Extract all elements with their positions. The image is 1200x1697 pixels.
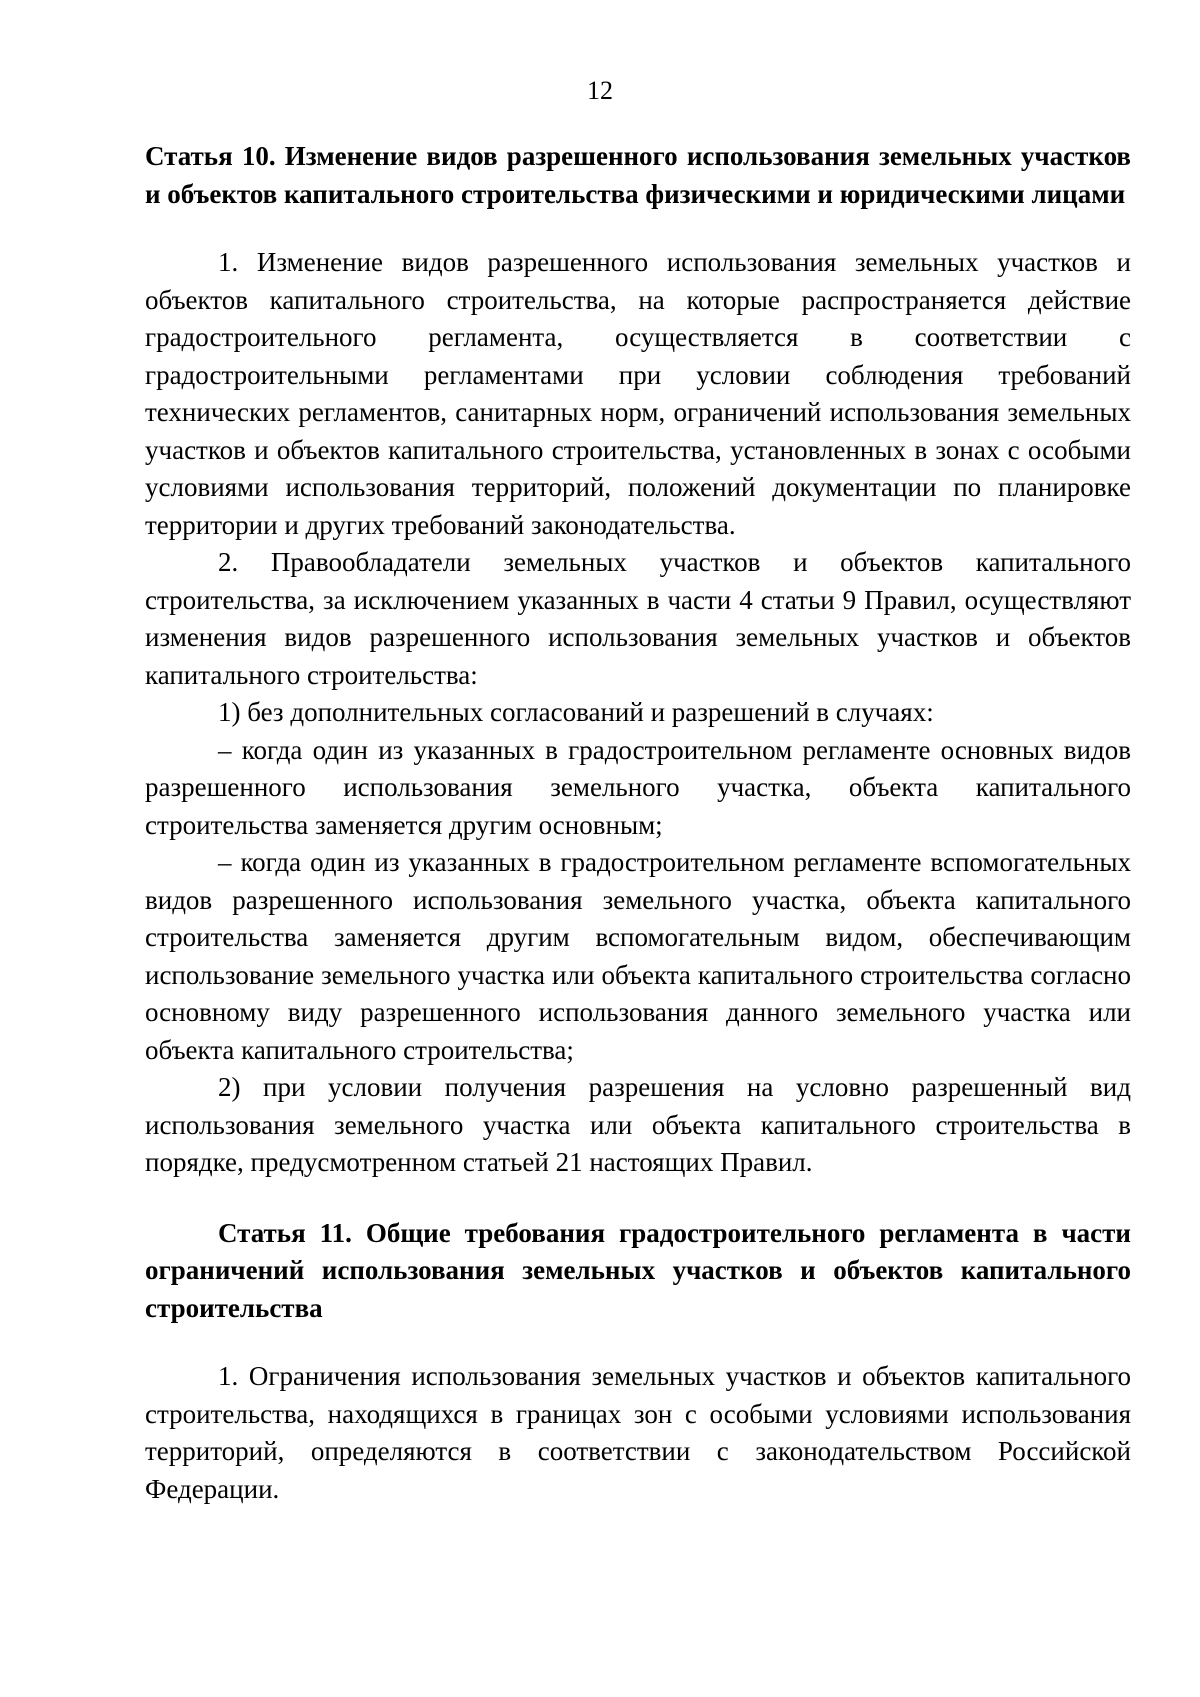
article-10-paragraph-2: 2. Правообладатели земельных участков и объектов капитального строительства, за исключением указанных в части 4 статьи 9 Правил, осуществляют изменения видов разрешенного использования земельных участков и объектов капитального строительства: xyxy=(145,547,1131,690)
article-10-item-1: 1) без дополнительных согласований и разрешений в случаях: xyxy=(218,697,934,727)
article-11-heading: Статья 11. Общие требования градостроительного регламента в части ограничений использования земельных участков и объектов капитального строительства xyxy=(145,1217,1131,1323)
article-11-paragraph-1: 1. Ограничения использования земельных участков и объектов капитального строительства, находящихся в границах зон с особыми условиями использования территорий, определяются в соответствии с законодательством Российской Федерации. xyxy=(145,1361,1131,1504)
article-10-item-2: 2) при условии получения разрешения на условно разрешенный вид использования земельного участка или объекта капитального строительства в порядке, предусмотренном статьей 21 настоящих Правил. xyxy=(145,1072,1131,1177)
article-11 xyxy=(145,1215,1131,1509)
article-10-heading: Статья 10. Изменение видов разрешенного использования земельных участков и объектов капитального строительства физическими и юридическими лицами xyxy=(145,141,1131,209)
article-10-paragraph-1: 1. Изменение видов разрешенного использования земельных участков и объектов капитального строительства, на которые распространяется действие градостроительного регламента, осуществляется в соответствии с градостроительными регламентами при условии соблюдения требований технических регламентов, санитарных норм, ограничений использования земельных участков и объектов капитального строительства, установленных в зонах с особыми условиями использования территорий, положений документации по планировке территории и других требований законодательства. xyxy=(145,247,1131,540)
article-10 xyxy=(145,138,1131,1182)
spacer xyxy=(145,213,1131,244)
spacer xyxy=(145,1327,1131,1358)
article-10-dash-item-2: – когда один из указанных в градостроительном регламенте вспомогательных видов разрешенного использования земельного участка, объекта капитального строительства заменяется другим вспомогательным видом, обеспечивающим использование земельного участка или объекта капитального строительства согласно основному виду разрешенного использования данного земельного участка или объекта капитального строительства; xyxy=(145,847,1131,1065)
page-number: 12 xyxy=(587,76,613,105)
document-body xyxy=(145,138,1131,1508)
article-10-dash-item-1: – когда один из указанных в градостроительном регламенте основных видов разрешенного использования земельного участка, объекта капитального строительства заменяется другим основным; xyxy=(145,734,1131,840)
spacer xyxy=(145,1182,1131,1215)
